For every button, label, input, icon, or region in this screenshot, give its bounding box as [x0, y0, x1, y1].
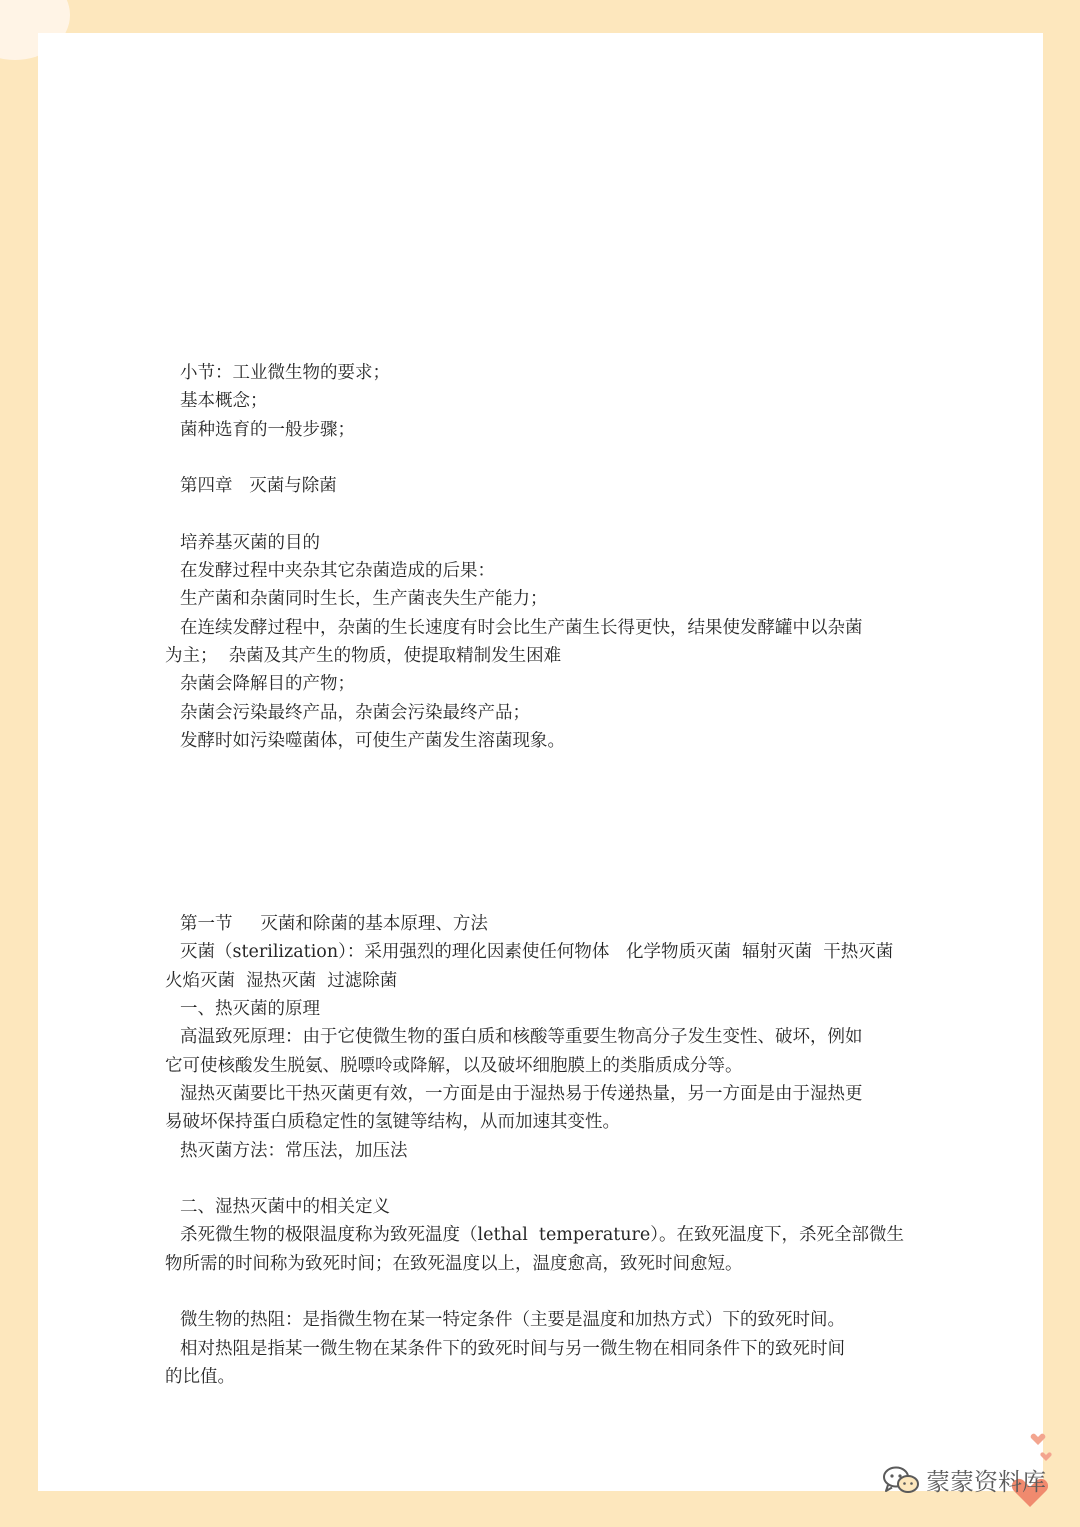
text-line: 高温致死原理：由于它使微生物的蛋白质和核酸等重要生物高分子发生变性、破坏，例如: [180, 1027, 863, 1048]
text-line: 微生物的热阻：是指微生物在某一特定条件（主要是温度和加热方式）下的致死时间。: [180, 1310, 845, 1331]
text-line: 在连续发酵过程中，杂菌的生长速度有时会比生产菌生长得更快，结果使发酵罐中以杂菌: [180, 617, 863, 638]
text-line: 杂菌会污染最终产品，杂菌会污染最终产品；: [180, 702, 530, 723]
wechat-icon: [882, 1465, 920, 1495]
text-line: 为主； 杂菌及其产生的物质，使提取精制发生困难: [165, 645, 562, 666]
text-line: 热灭菌方法：常压法，加压法: [180, 1140, 408, 1161]
subsection-title: 一、热灭菌的原理: [180, 999, 320, 1020]
chapter-title: 第四章 灭菌与除菌: [180, 476, 337, 497]
document-page: [38, 33, 1043, 1491]
text-line: 易破坏保持蛋白质稳定性的氢键等结构，从而加速其变性。: [165, 1112, 620, 1133]
text-line: 杂菌会降解目的产物；: [180, 674, 355, 695]
watermark: [882, 1462, 1046, 1497]
text-line: 物所需的时间称为致死时间；在致死温度以上，温度愈高，致死时间愈短。: [165, 1253, 743, 1274]
watermark-text: 蒙蒙资料库: [926, 1468, 1046, 1496]
text-line: 发酵时如污染噬菌体，可使生产菌发生溶菌现象。: [180, 730, 565, 751]
text-line: 火焰灭菌 湿热灭菌 过滤除菌: [165, 970, 398, 991]
section-title: 第一节 灭菌和除菌的基本原理、方法: [180, 914, 488, 935]
text-line: 培养基灭菌的目的: [180, 532, 320, 553]
text-line: 湿热灭菌要比干热灭菌更有效，一方面是由于湿热易于传递热量，另一方面是由于湿热更: [180, 1083, 863, 1104]
text-line: 在发酵过程中夹杂其它杂菌造成的后果：: [180, 561, 495, 582]
text-line: 基本概念；: [180, 391, 268, 412]
text-line: 菌种选育的一般步骤；: [180, 419, 355, 440]
text-line: 它可使核酸发生脱氨、脱嘌呤或降解，以及破坏细胞膜上的类脂质成分等。: [165, 1055, 743, 1076]
text-line: 灭菌（sterilization）：采用强烈的理化因素使任何物体 化学物质灭菌 辐射灭菌 干热灭菌: [180, 942, 894, 963]
text-line: 生产菌和杂菌同时生长，生产菌丧失生产能力；: [180, 589, 548, 610]
text-line: 的比值。: [165, 1366, 235, 1387]
subsection-title: 二、湿热灭菌中的相关定义: [180, 1197, 390, 1218]
document-content: [165, 359, 917, 1391]
text-line: 杀死微生物的极限温度称为致死温度（lethal temperature）。在致死温度下，杀死全部微生: [180, 1225, 905, 1246]
text-line: 小节：工业微生物的要求；: [180, 363, 390, 383]
text-line: 相对热阻是指某一微生物在某条件下的致死时间与另一微生物在相同条件下的致死时间: [180, 1338, 845, 1359]
